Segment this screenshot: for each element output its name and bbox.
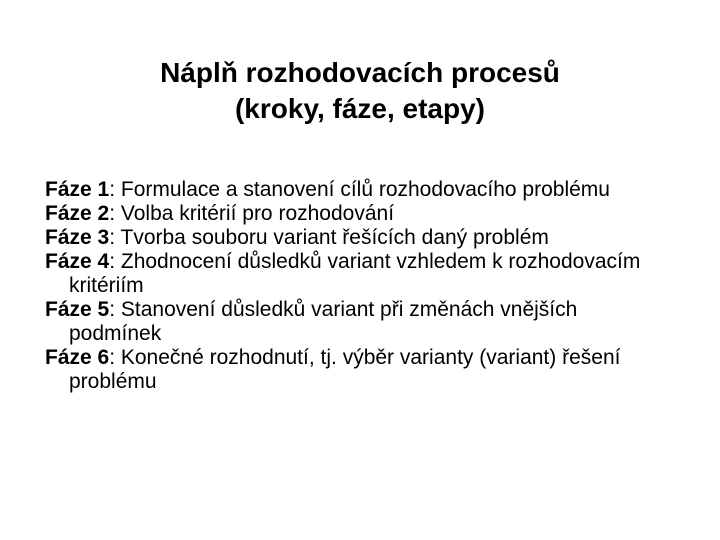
phase-item-2: Fáze 2: Volba kritérií pro rozhodování (45, 202, 395, 225)
phase-text: Volba kritérií pro rozhodování (120, 202, 395, 225)
phase-text: Zhodnocení důsledků variant vzhledem k rozhodovacím kritériím (69, 250, 641, 297)
title-line-2: (kroky, fáze, etapy) (234, 93, 486, 124)
title-line-1: Náplň rozhodovacích procesů (160, 57, 560, 88)
phase-item-6: Fáze 6: Konečné rozhodnutí, tj. výběr varianty (variant) řešení problému (45, 346, 621, 393)
phase-label: Fáze 3 (45, 226, 110, 249)
phase-label: Fáze 6 (45, 346, 110, 369)
phase-text: Formulace a stanovení cílů rozhodovacího problému (120, 178, 610, 201)
phase-list (45, 178, 675, 394)
phase-item-5: Fáze 5: Stanovení důsledků variant při změnách vnějších podmínek (45, 298, 578, 345)
phase-label: Fáze 5 (45, 298, 110, 321)
phase-text: Konečné rozhodnutí, tj. výběr varianty (variant) řešení problému (69, 346, 621, 393)
phase-item-4: Fáze 4: Zhodnocení důsledků variant vzhledem k rozhodovacím kritériím (45, 250, 641, 297)
phase-item-3: Fáze 3: Tvorba souboru variant řešících daný problém (45, 226, 549, 249)
phase-text: Stanovení důsledků variant při změnách vnějších podmínek (69, 298, 578, 345)
phase-label: Fáze 4 (45, 250, 110, 273)
phase-text: Tvorba souboru variant řešících daný problém (120, 226, 549, 249)
slide-title (60, 55, 660, 127)
phase-item-1: Fáze 1: Formulace a stanovení cílů rozhodovacího problému (45, 178, 610, 201)
phase-label: Fáze 2 (45, 202, 110, 225)
phase-label: Fáze 1 (45, 178, 110, 201)
